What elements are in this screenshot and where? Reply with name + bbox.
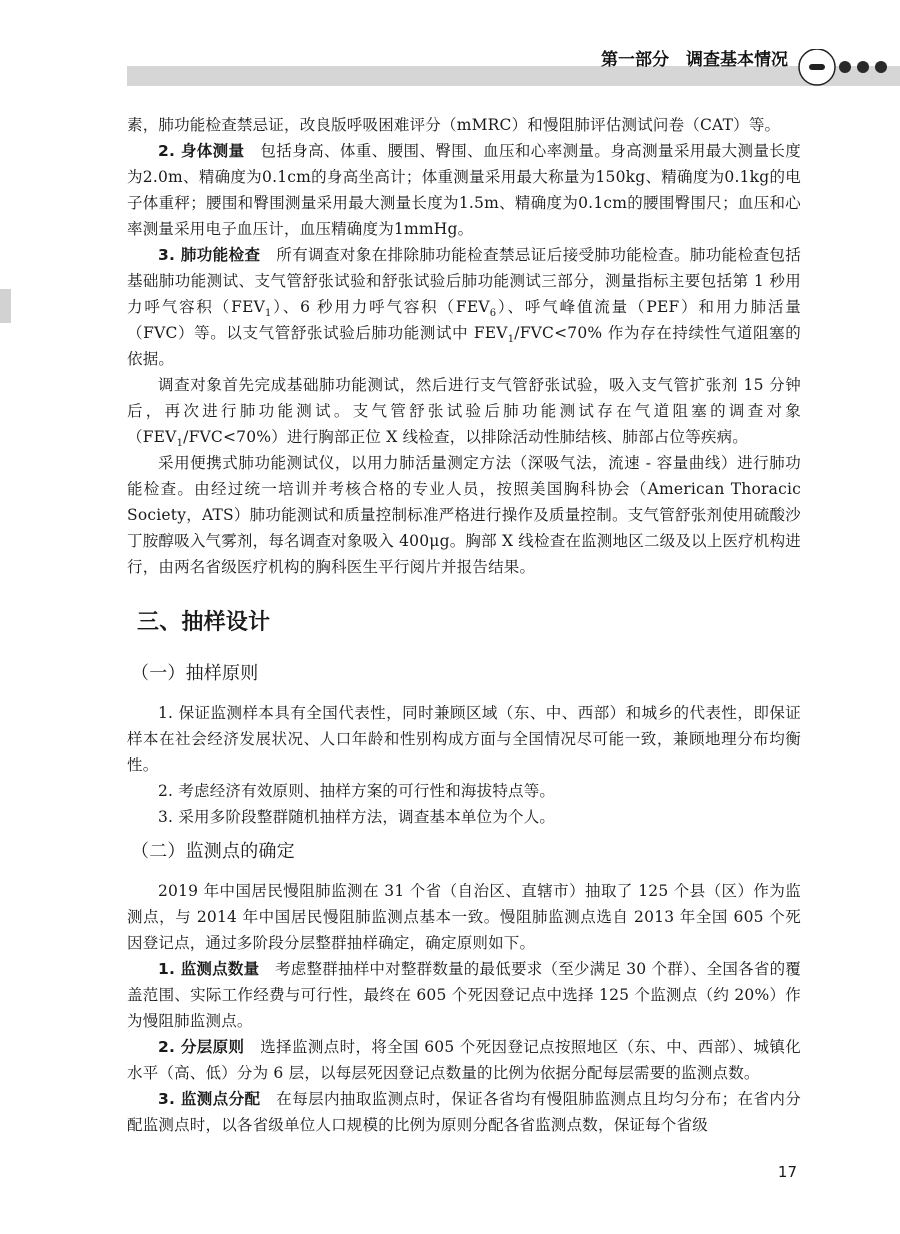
list-item	[127, 1034, 801, 1086]
item-body: 考虑整群抽样中对整群数量的最低要求（至少满足 30 个群）、全国各省的覆盖范围、实际工作经费与可行性，最终在 605 个死因登记点中选择 125 个监测点（约 20%）作为慢阻肺监测点。	[127, 960, 802, 1030]
text-run: 调查对象首先完成基础肺功能测试，然后进行支气管舒张试验，吸入支气管扩张剂 15 分钟后，再次进行肺功能测试。支气管舒张试验后肺功能测试存在气道阻塞的调查对象（FEV	[127, 376, 801, 446]
subsection-heading: （一）抽样原则	[131, 663, 259, 684]
subscript: 1	[507, 334, 515, 346]
subscript: 6	[489, 308, 497, 320]
item-lead: 2. 身体测量	[158, 142, 245, 160]
page-number: 17	[777, 1163, 797, 1181]
item-lead: 2. 分层原则	[158, 1038, 245, 1056]
item-body: 在每层内抽取监测点时，保证各省均有慢阻肺监测点且均匀分布；在省内分配监测点时，以各省级单位人口规模的比例为原则分配各省监测点数，保证每个省级	[127, 1090, 801, 1134]
subscript: 1	[265, 308, 272, 320]
page-body	[127, 112, 801, 1138]
paragraph-monitoring-intro: 2019 年中国居民慢阻肺监测在 31 个省（自治区、直辖市）抽取了 125 个县（区）作为监测点，与 2014 年中国居民慢阻肺监测点基本一致。慢阻肺监测点选自 2013 年全国 605 个死因登记点，通过多阶段分层整群抽样确定，确定原则如下。	[127, 882, 801, 952]
subsection-heading: （二）监测点的确定	[131, 841, 295, 862]
paragraph-body-measurement	[127, 138, 801, 242]
list-item: 3. 采用多阶段整群随机抽样方法，调查基本单位为个人。	[158, 808, 556, 826]
item-lead: 1. 监测点数量	[158, 960, 260, 978]
running-header-title: 第一部分 调查基本情况	[601, 50, 788, 70]
text-run: /FVC<70%）进行胸部正位 X 线检查，以排除活动性肺结核、肺部占位等疾病。	[183, 428, 748, 446]
list-item: 2. 考虑经济有效原则、抽样方案的可行性和海拔特点等。	[158, 782, 556, 800]
section-heading: 三、抽样设计	[137, 610, 271, 635]
paragraph-lung-function	[127, 242, 801, 372]
paragraph-test-procedure	[127, 372, 801, 450]
text-run: /FVC<70% 作为存在持续性气道阻塞的依据。	[127, 324, 801, 368]
paragraph-equipment: 采用便携式肺功能测试仪，以用力肺活量测定方法（深吸气法，流速 - 容量曲线）进行肺功能检查。由经过统一培训并考核合格的专业人员，按照美国胸科协会（American Thoracic Society，ATS）肺功能测试和质量控制标准严格进行操作及质量控制。支气管舒张剂使用硫酸沙丁胺醇吸入气雾剂，每名调查对象吸入 400μg。胸部 X 线检查在监测地区二级及以上医疗机构进行，由两名省级医疗机构的胸科医生平行阅片并报告结果。	[127, 454, 801, 576]
subscript: 1	[176, 438, 184, 450]
item-body: 包括身高、体重、腰围、臀围、血压和心率测量。身高测量采用最大测量长度为2.0m、精确度为0.1cm的身高坐高计；体重测量采用最大称量为150kg、精确度为0.1kg的电子体重秤；腰围和臀围测量采用最大测量长度为1.5m、精确度为0.1cm的腰围臀围尺；血压和心率测量采用电子血压计，血压精确度为1mmHg。	[127, 142, 801, 238]
text-run: 所有调查对象在排除肺功能检查禁忌证后接受肺功能检查。肺功能检查包括基础肺功能测试、支气管舒张试验和舒张试验后肺功能测试三部分，测量指标主要包括第 1 秒用力呼气容积（FEV	[127, 246, 801, 316]
item-lead: 3. 监测点分配	[158, 1090, 261, 1108]
text-run: ）、呼气峰值流量（PEF）和用力肺活量（FVC）等。以支气管舒张试验后肺功能测试中 FEV	[127, 298, 801, 342]
list-item: 1. 保证监测样本具有全国代表性，同时兼顾区域（东、中、西部）和城乡的代表性，即保证样本在社会经济发展状况、人口年龄和性别构成方面与全国情况尽可能一致，兼顾地理分布均衡性。	[127, 704, 801, 774]
item-lead: 3. 肺功能检查	[158, 246, 261, 264]
paragraph-continued: 素，肺功能检查禁忌证，改良版呼吸困难评分（mMRC）和慢阻肺评估测试问卷（CAT）等。	[127, 116, 781, 134]
side-thumb-tab	[0, 289, 11, 323]
header-decoration	[797, 49, 897, 89]
list-item	[127, 1086, 801, 1138]
text-run: ）、6 秒用力呼气容积（FEV	[271, 298, 490, 316]
item-body: 选择监测点时，将全国 605 个死因登记点按照地区（东、中、西部）、城镇化水平（高、低）分为 6 层，以每层死因登记点数量的比例为依据分配每层需要的监测点数。	[127, 1038, 801, 1082]
list-item	[127, 956, 801, 1034]
